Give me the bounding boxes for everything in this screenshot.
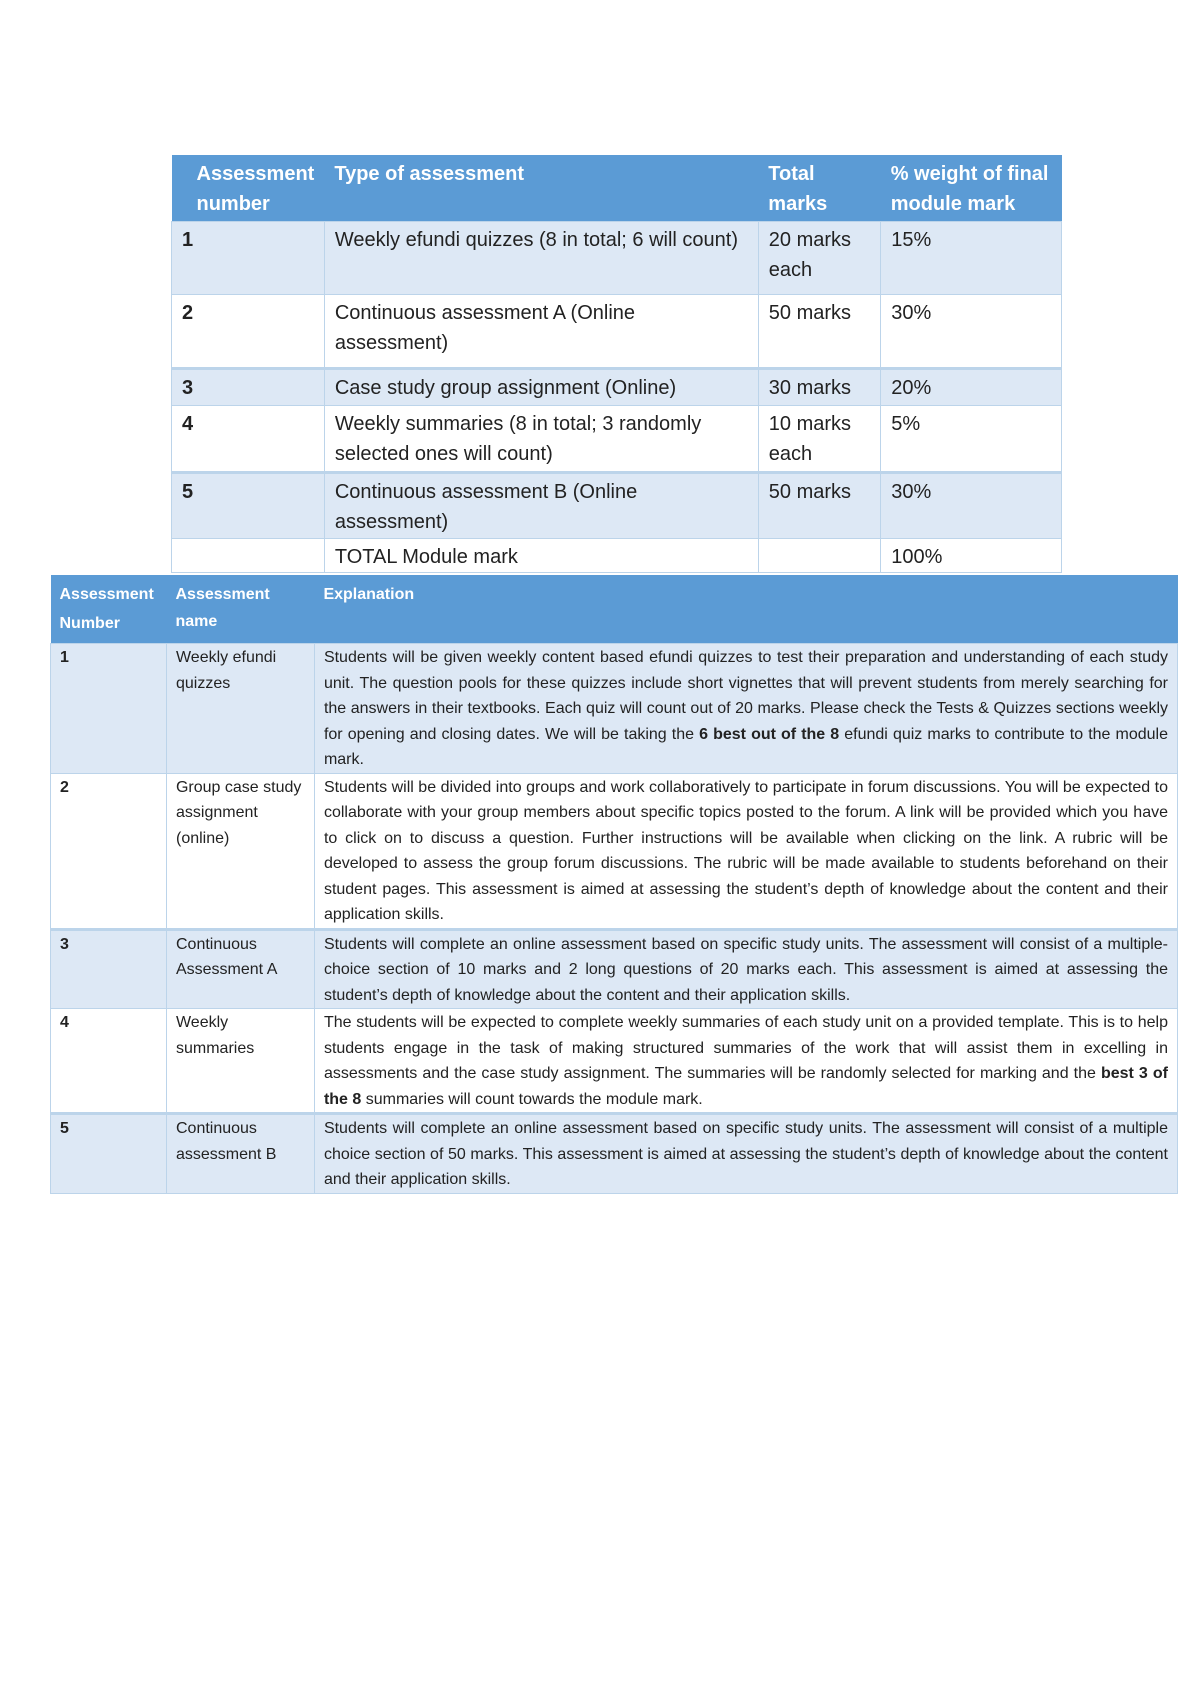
explanation-emphasis: 6 best out of the 8 (699, 725, 840, 743)
table-row (172, 222, 1062, 295)
assessment-name: Weekly efundi quizzes (166, 644, 314, 774)
header-assessment-number: Assessment number (172, 155, 325, 222)
table-header-row (51, 575, 1178, 644)
assessment-explanation: Students will complete an online assessment based on specific study units. The assessment will consist of a multiple choice section of 50 marks. This assessment is aimed at assessing the student’s depth of knowledge about the content and their application skills. (314, 1114, 1177, 1194)
header-number-line1: Assessment (59, 586, 154, 603)
explanation-text: Students will be given weekly content based efundi quizzes to test their preparation and understanding of each study unit. The question pools for these quizzes include short vignettes that will prevent students from merely searching for the answers in their textbooks. Each quiz will count out of 20 marks. Please check the Tests & Quizzes sections weekly for opening and closing dates. We will be taking the (323, 649, 1168, 743)
assessment-type: Case study group assignment (Online) (324, 369, 758, 406)
total-marks: 30 marks (758, 369, 880, 406)
weight: 15% (881, 222, 1062, 295)
explanation-text: efundi quiz marks to contribute to the module mark. (323, 725, 1168, 768)
assessment-name: Weekly summaries (166, 1009, 314, 1114)
header-total-marks: Total marks (758, 155, 880, 222)
assessment-weight-table (171, 155, 1062, 573)
table-row (51, 1009, 1178, 1114)
table-header-row (172, 155, 1062, 222)
assessment-name: Continuous assessment B (166, 1114, 314, 1194)
assessment-number: 1 (172, 222, 325, 295)
assessment-number: 3 (172, 369, 325, 406)
table-row (172, 295, 1062, 369)
assessment-number: 3 (51, 929, 167, 1009)
assessment-number: 4 (172, 406, 325, 473)
table-row (51, 644, 1178, 774)
assessment-explanation (314, 1009, 1177, 1114)
assessment-number: 2 (172, 295, 325, 369)
assessment-type: TOTAL Module mark (324, 539, 758, 573)
header-weight: % weight of final module mark (881, 155, 1062, 222)
explanation-text: The students will be expected to complete weekly summaries of each study unit on a provided template. This is to help students engage in the task of making structured summaries of the work that will assist them in excelling in assessments and the case study assignment. The summaries will be randomly selected for marking and the (323, 1014, 1168, 1082)
table-row (172, 369, 1062, 406)
assessment-number: 1 (51, 644, 167, 774)
assessment-number: 5 (172, 473, 325, 539)
header-type-of-assessment: Type of assessment (324, 155, 758, 222)
header-number-line2: Number (59, 615, 120, 632)
explanation-text: summaries will count towards the module mark. (361, 1090, 703, 1108)
assessment-explanation: Students will complete an online assessment based on specific study units. The assessment will consist of a multiple-choice section of 10 marks and 2 long questions of 20 marks each. This assessment is aimed at assessing the student’s depth of knowledge about the content and their application skills. (314, 929, 1177, 1009)
total-marks (758, 539, 880, 573)
total-marks: 50 marks (758, 295, 880, 369)
assessment-explanation: Students will be divided into groups and work collaboratively to participate in forum discussions. You will be expected to collaborate with your group members about specific topics posted to the forum. A link will be provided which you have to click on to discuss a question. Further instructions will be available when clicking on the link. A rubric will be developed to assess the group forum discussions. The rubric will be made available to students beforehand on their student pages. This assessment is aimed at assessing the student’s depth of knowledge about the content and their application skills. (314, 773, 1177, 929)
assessment-explanation (314, 644, 1177, 774)
assessment-number: 5 (51, 1114, 167, 1194)
header-assessment-name: Assessment name (166, 575, 314, 644)
explanation-emphasis: best 3 of the 8 (323, 1065, 1168, 1108)
assessment-name: Group case study assignment (online) (166, 773, 314, 929)
table-row (51, 773, 1178, 929)
assessment-type: Continuous assessment B (Online assessment) (324, 473, 758, 539)
total-marks: 10 marks each (758, 406, 880, 473)
assessment-number (172, 539, 325, 573)
total-marks: 50 marks (758, 473, 880, 539)
assessment-name: Continuous Assessment A (166, 929, 314, 1009)
header-assessment-number (51, 575, 167, 644)
assessment-type: Weekly efundi quizzes (8 in total; 6 will count) (324, 222, 758, 295)
assessment-explanation-table (50, 575, 1178, 1194)
weight: 100% (881, 539, 1062, 573)
weight: 20% (881, 369, 1062, 406)
table-row (172, 406, 1062, 473)
weight: 30% (881, 473, 1062, 539)
table-row (51, 1114, 1178, 1194)
weight: 5% (881, 406, 1062, 473)
table-row-total (172, 539, 1062, 573)
assessment-number: 4 (51, 1009, 167, 1114)
header-explanation: Explanation (314, 575, 1177, 644)
table-row (172, 473, 1062, 539)
assessment-type: Continuous assessment A (Online assessment) (324, 295, 758, 369)
total-marks: 20 marks each (758, 222, 880, 295)
table-row (51, 929, 1178, 1009)
weight: 30% (881, 295, 1062, 369)
assessment-number: 2 (51, 773, 167, 929)
assessment-type: Weekly summaries (8 in total; 3 randomly selected ones will count) (324, 406, 758, 473)
